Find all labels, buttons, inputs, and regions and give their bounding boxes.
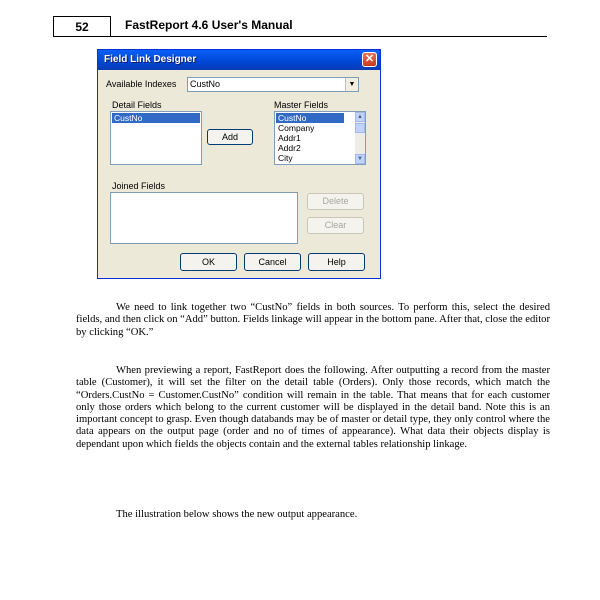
master-fields-scrollbar[interactable] bbox=[355, 112, 365, 164]
detail-fields-label: Detail Fields bbox=[112, 100, 162, 110]
paragraph-link-fields: We need to link together two “CustNo” fields in both sources. To perform this, select the desired fields, and then click on “Add” button. Fields linkage will appear in the bottom pane. After that, close the editor by clicking “OK.” bbox=[76, 302, 550, 338]
list-item-detail-custno[interactable]: CustNo bbox=[112, 113, 200, 123]
dialog-titlebar[interactable] bbox=[98, 50, 380, 70]
available-indexes-value: CustNo bbox=[190, 79, 221, 89]
joined-fields-list[interactable] bbox=[110, 192, 298, 244]
add-button[interactable]: Add bbox=[207, 129, 253, 145]
joined-fields-label: Joined Fields bbox=[112, 181, 166, 191]
close-icon[interactable]: ✕ bbox=[362, 52, 377, 67]
available-indexes-label: Available Indexes bbox=[106, 79, 177, 89]
master-fields-list[interactable] bbox=[274, 111, 366, 165]
help-button[interactable]: Help bbox=[308, 253, 365, 271]
page-header bbox=[53, 16, 547, 38]
chevron-down-icon[interactable]: ▼ bbox=[345, 78, 358, 91]
available-indexes-select[interactable] bbox=[187, 77, 359, 92]
field-link-designer-dialog bbox=[97, 49, 381, 279]
cancel-button[interactable]: Cancel bbox=[244, 253, 301, 271]
list-item-master-addr1[interactable]: Addr1 bbox=[278, 133, 301, 143]
scroll-down-icon[interactable]: ▼ bbox=[355, 154, 365, 164]
paragraph-preview-behavior: When previewing a report, FastReport does the following. After outputting a record from the master table (Customer), it will set the filter on the detail table (Orders). Only those records, which match the “Orders.CustNo = Customer.CustNo” condition will remain in the table. That means that for each customer only those orders which belong to the current customer will be displayed in the detail band. Note this is an important concept to grasp. Even though databands may be of master or detail type, they only control where the data appears on the output page (order and no of times of appearance). What data their objects display is dependant upon which fields the objects contain and the external tables relationship linkage. bbox=[76, 365, 550, 450]
list-item-master-addr2[interactable]: Addr2 bbox=[278, 143, 301, 153]
list-item-master-city[interactable]: City bbox=[278, 153, 293, 163]
list-item-master-custno[interactable]: CustNo bbox=[276, 113, 344, 123]
master-fields-label: Master Fields bbox=[274, 100, 329, 110]
scroll-thumb[interactable] bbox=[355, 123, 365, 133]
page-number: 52 bbox=[53, 16, 111, 36]
delete-button[interactable]: Delete bbox=[307, 193, 364, 210]
header-rule bbox=[53, 36, 547, 37]
page-title: FastReport 4.6 User's Manual bbox=[125, 18, 293, 32]
detail-fields-list[interactable] bbox=[110, 111, 202, 165]
paragraph-illustration-note: The illustration below shows the new output appearance. bbox=[116, 509, 358, 520]
dialog-title: Field Link Designer bbox=[104, 54, 197, 65]
list-item-master-company[interactable]: Company bbox=[278, 123, 315, 133]
ok-button[interactable]: OK bbox=[180, 253, 237, 271]
scroll-up-icon[interactable]: ▲ bbox=[355, 112, 365, 122]
clear-button[interactable]: Clear bbox=[307, 217, 364, 234]
